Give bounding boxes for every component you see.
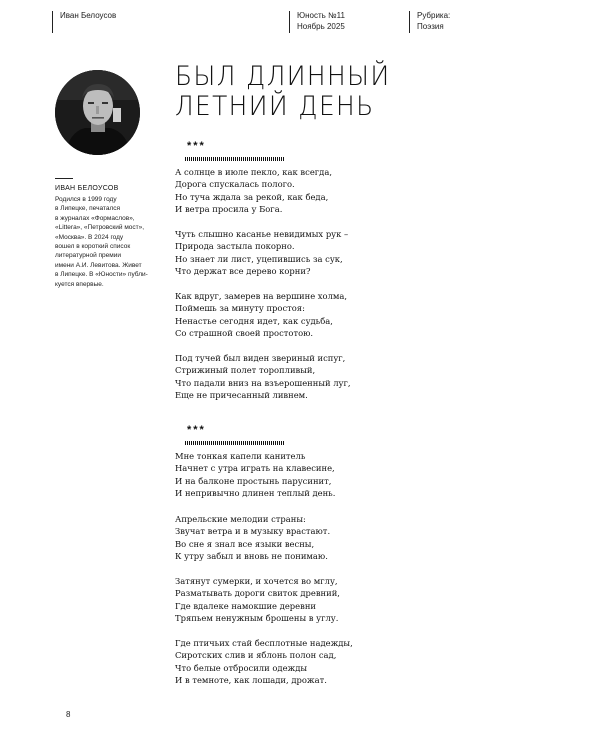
poem-cycle-title <box>175 62 390 122</box>
verse-line: Поймешь за минуту простоя: <box>175 303 305 314</box>
verse-line: Что падали вниз на взъерошенный луг, <box>175 377 351 388</box>
verse-line: Дорога спускалась полого. <box>175 179 295 190</box>
stanza <box>175 450 335 499</box>
title-line: ЛЕТНИЙ ДЕНЬ <box>175 91 375 122</box>
decorative-bars <box>185 441 285 445</box>
rubric-label: Рубрика: <box>417 11 451 20</box>
verse-line: Что белые отбросили одежды <box>175 662 308 673</box>
verse-line: И на балконе простынь парусинит, <box>175 475 332 486</box>
verse-line: Мне тонкая капели канитель <box>175 451 306 461</box>
verse-line: Разматывать дороги свиток древний, <box>175 588 340 599</box>
header-divider <box>52 11 53 33</box>
verse-line: Но знает ли лист, уцепившись за сук, <box>175 253 343 264</box>
verse-line: Где птичьих стай бесплотные надежды, <box>175 638 353 648</box>
verse-line: Апрельские мелодии страны: <box>175 514 306 524</box>
header-author: Иван Белоусов <box>60 11 117 20</box>
verse-line: Где вдалеке намокшие деревни <box>175 600 316 611</box>
verse-line: Со страшной своей простотою. <box>175 327 314 338</box>
verse-line: Ненастье сегодня идет, как судьба, <box>175 315 333 326</box>
poem-asterisks: *** <box>187 424 206 436</box>
verse-line: Природа застыла покорно. <box>175 241 295 252</box>
stanza <box>175 228 348 277</box>
rubric-value: Поэзия <box>417 22 444 31</box>
poem-asterisks: *** <box>187 140 206 152</box>
stanza <box>175 513 330 562</box>
header-divider <box>409 11 410 33</box>
verse-line: А солнце в июле пекло, как всегда, <box>175 167 332 177</box>
verse-line: Во сне я знал все языки весны, <box>175 538 315 549</box>
verse-line: Под тучей был виден звериный испуг, <box>175 353 346 363</box>
author-photo <box>55 70 140 155</box>
stanza <box>175 575 340 624</box>
bio-divider <box>55 178 73 179</box>
verse-line: Звучат ветра и в музыку врастают. <box>175 526 331 537</box>
bio-text: Родился в 1999 году в Липецке, печатался в журналах «Формаслов», «Littera», «Петровский мост», «Москва». В 2024 году вошел в короткий список литературной премии имени А.И. Левитова. Живет в Липецке. В «Юности» публи- куется впервые. <box>55 196 148 288</box>
verse-line: И непривычно длинен теплый день. <box>175 487 336 498</box>
decorative-bars <box>185 157 285 161</box>
issue-number: Юность №11 <box>297 11 345 20</box>
verse-line: Стрижиный полет торопливый, <box>175 365 316 376</box>
verse-line: Сиротских слив и яблонь полон сад, <box>175 650 337 661</box>
header-issue <box>297 10 345 32</box>
verse-line: Чуть слышно касанье невидимых рук – <box>175 229 349 239</box>
verse-line: Но туча ждала за рекой, как беда, <box>175 191 329 202</box>
title-line: БЫЛ ДЛИННЫЙ <box>175 61 391 92</box>
verse-line: К утру забыл и вновь не понимаю. <box>175 550 328 561</box>
author-portrait-icon <box>55 70 140 155</box>
verse-line: И в темноте, как лошади, дрожат. <box>175 674 327 685</box>
stanza <box>175 166 332 215</box>
stanza <box>175 290 347 339</box>
header-divider <box>289 11 290 33</box>
verse-line: Тряпьем ненужным брошены в углу. <box>175 612 339 623</box>
verse-line: Еще не причесанный ливнем. <box>175 389 308 400</box>
header-rubric <box>417 10 450 32</box>
verse-line: Начнет с утра играть на клавесине, <box>175 463 335 474</box>
bio-author-name: ИВАН БЕЛОУСОВ <box>55 185 119 192</box>
stanza <box>175 352 351 401</box>
verse-line: Затянут сумерки, и хочется во мглу, <box>175 576 338 586</box>
stanza <box>175 637 353 686</box>
verse-line: Что держат все дерево корни? <box>175 265 311 276</box>
issue-date: Ноябрь 2025 <box>297 22 345 31</box>
verse-line: И ветра просила у Бога. <box>175 203 283 214</box>
page-number: 8 <box>66 710 71 719</box>
verse-line: Как вдруг, замерев на вершине холма, <box>175 291 348 301</box>
